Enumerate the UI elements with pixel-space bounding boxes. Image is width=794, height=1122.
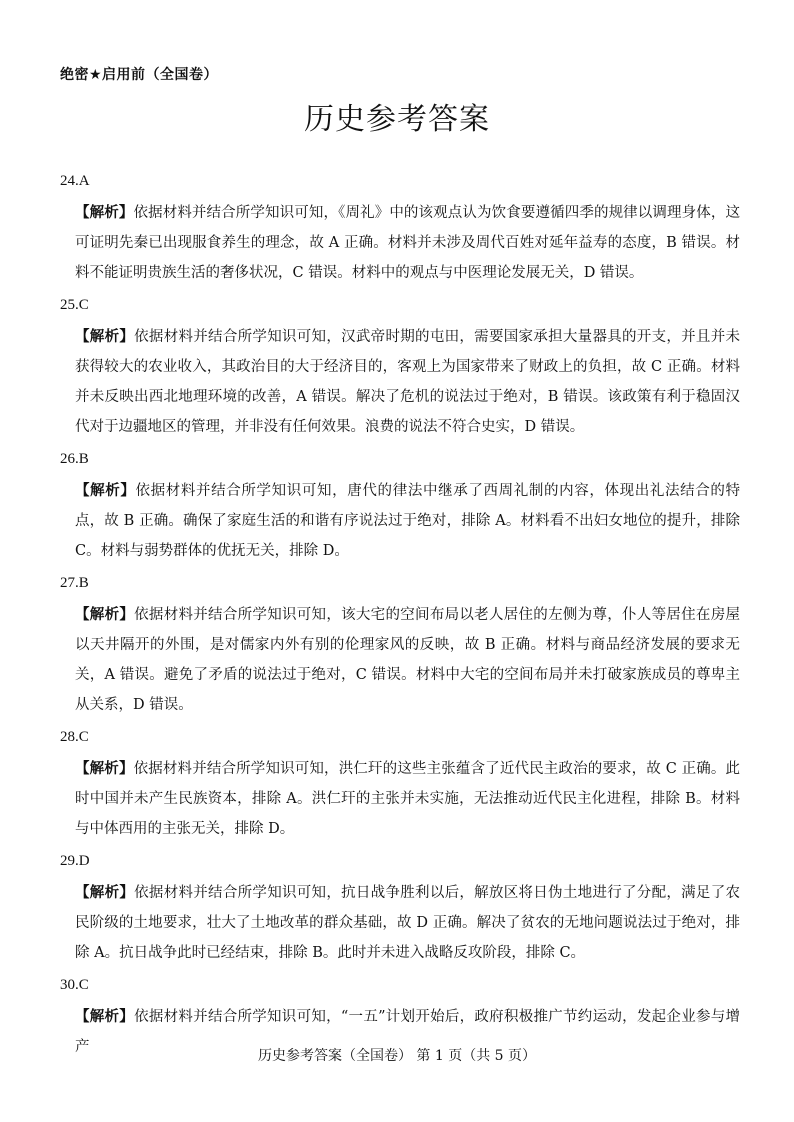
explanation-text: 依据材料并结合所学知识可知，《周礼》中的该观点认为饮食要遵循四季的规律以调理身体，这可证明先秦已出现服食养生的理念，故 A 正确。材料并未涉及周代百姓对延年益寿的态度，B 错误。材料不能证明贵族生活的奢侈状况，C 错误。材料中的观点与中医理论发展无关，D 错误。	[75, 205, 740, 281]
question-number: 29.D	[60, 853, 90, 869]
explanation-text: 依据材料并结合所学知识可知，抗日战争胜利以后，解放区将日伪土地进行了分配，满足了农民阶级的土地要求，壮大了土地改革的群众基础，故 D 正确。解决了贫农的无地问题说法过于绝对，排除 A。抗日战争此时已经结束，排除 B。此时并未进入战略反攻阶段，排除 C。	[75, 885, 741, 961]
explanation-tag: 【解析】	[75, 204, 134, 221]
explanation-tag: 【解析】	[75, 760, 134, 777]
confidential-tag: 绝密★启用前（全国卷）	[60, 67, 219, 83]
question-number: 25.C	[60, 297, 89, 313]
explanation-text: 依据材料并结合所学知识可知，“一五”计划开始后，政府积极推广节约运动，发起企业参与增产	[75, 1009, 741, 1055]
explanation-tag: 【解析】	[75, 884, 135, 901]
explanation-text: 依据材料并结合所学知识可知，洪仁玕的这些主张蕴含了近代民主政治的要求，故 C 正确。此时中国并未产生民族资本，排除 A。洪仁玕的主张并未实施，无法推动近代民主化进程，排除 B。材料与中体西用的主张无关，排除 D。	[75, 761, 741, 837]
question-number: 26.B	[60, 451, 89, 467]
explanation-tag: 【解析】	[75, 606, 135, 623]
page-title: 历史参考答案	[304, 102, 490, 137]
explanation-text: 依据材料并结合所学知识可知，汉武帝时期的屯田，需要国家承担大量器具的开支，并且并未获得较大的农业收入，其政治目的大于经济目的，客观上为国家带来了财政上的负担，故 C 正确。材料并未反映出西北地理环境的改善，A 错误。解决了危机的说法过于绝对，B 错误。该政策有利于稳固汉代对于边疆地区的管理，并非没有任何效果。浪费的说法不符合史实，D 错误。	[75, 329, 741, 435]
explanation-text: 依据材料并结合所学知识可知，唐代的律法中继承了西周礼制的内容，体现出礼法结合的特点，故 B 正确。确保了家庭生活的和谐有序说法过于绝对，排除 A。材料看不出妇女地位的提升，排除 C。材料与弱势群体的优抚无关，排除 D。	[75, 483, 741, 559]
page-footer: 历史参考答案（全国卷） 第 1 页（共 5 页）	[257, 1048, 537, 1064]
explanation-text: 依据材料并结合所学知识可知，该大宅的空间布局以老人居住的左侧为尊，仆人等居住在房屋以天井隔开的外围，是对儒家内外有别的伦理家风的反映，故 B 正确。材料与商品经济发展的要求无关，A 错误。避免了矛盾的说法过于绝对，C 错误。材料中大宅的空间布局并未打破家族成员的尊卑主从关系，D 错误。	[75, 607, 741, 713]
explanation-tag: 【解析】	[75, 482, 136, 499]
explanation	[75, 754, 740, 844]
explanation	[75, 600, 740, 720]
explanation	[75, 476, 740, 566]
explanation-tag: 【解析】	[75, 1008, 135, 1025]
explanation-tag: 【解析】	[75, 328, 135, 345]
question-number: 24.A	[60, 173, 90, 189]
explanation	[75, 322, 740, 442]
answer-list	[60, 168, 740, 1066]
question-number: 28.C	[60, 729, 89, 745]
explanation	[75, 198, 740, 288]
explanation	[75, 878, 740, 968]
question-number: 30.C	[60, 977, 89, 993]
question-number: 27.B	[60, 575, 89, 591]
